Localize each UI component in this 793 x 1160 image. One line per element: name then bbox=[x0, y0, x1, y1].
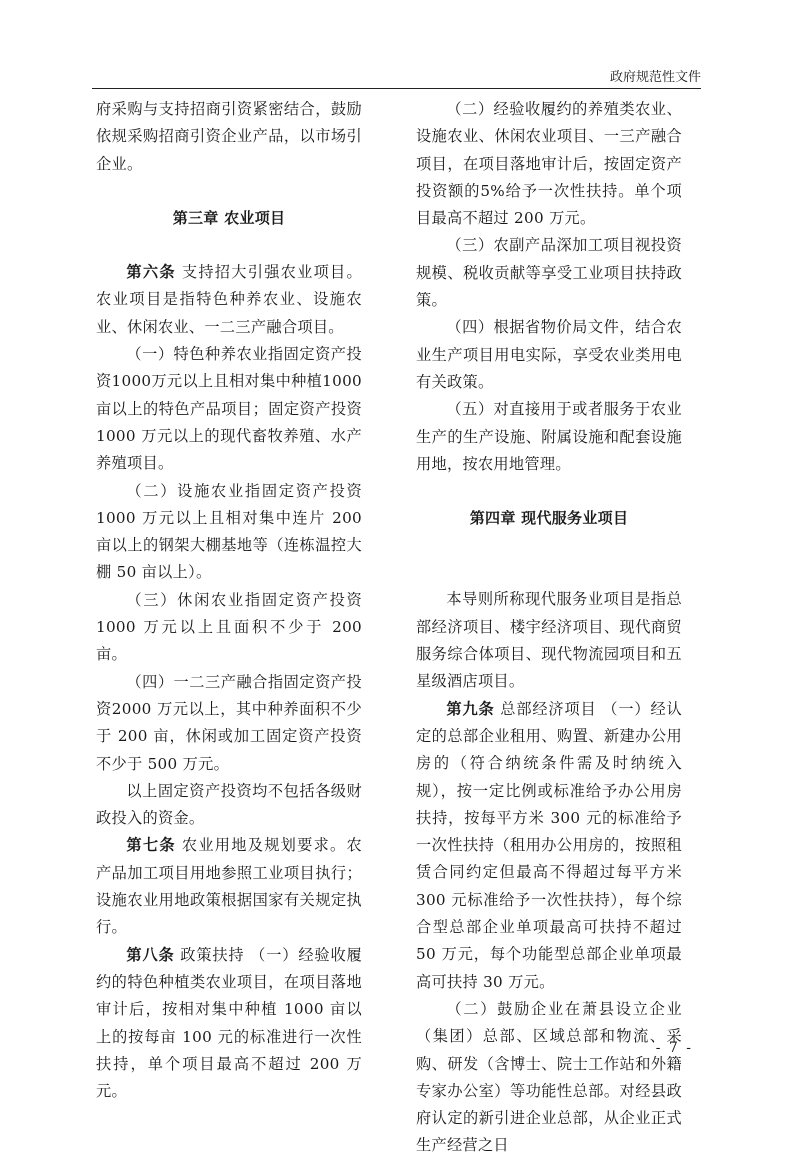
intro-paragraph: 府采购与支持招商引资紧密结合，鼓励依规采购招商引资企业产品，以市场引企业。 bbox=[96, 100, 362, 173]
right-column bbox=[416, 96, 682, 1160]
article-7-text: 农业用地及规划要求。农产品加工项目用地参照工业项目执行；设施农业用地政策根据国家有关规定执行。 bbox=[96, 836, 362, 937]
article-6-item-2: （二）设施农业指固定资产投资1000 万元以上且相对集中连片 200 亩以上的钢架大棚基地等（连栋温控大棚 50 亩以上）。 bbox=[96, 481, 362, 582]
chapter-4-intro: 本导则所称现代服务业项目是指总部经济项目、楼宇经济项目、现代商贸服务综合体项目、现代物流园项目和五星级酒店项目。 bbox=[416, 590, 682, 691]
article-9-item-2: （二）鼓励企业在萧县设立企业（集团）总部、区域总部和物流、采购、研发（含博士、院士工作站和外籍专家办公室）等功能性总部。对经县政府认定的新引进企业总部，从企业正式生产经营之日 bbox=[416, 999, 682, 1155]
page-number: - 7 - bbox=[655, 1040, 693, 1056]
article-6-note: 以上固定资产投资均不包括各级财政投入的资金。 bbox=[96, 781, 362, 828]
article-6-label: 第六条 bbox=[126, 263, 176, 282]
header-rule bbox=[92, 88, 701, 89]
article-6-item-4: （四）一二三产融合指固定资产投资2000 万元以上，其中种养面积不少于 200 亩，休闲或加工固定资产投资不少于 500 万元。 bbox=[96, 672, 362, 773]
chapter-4-title: 第四章 现代服务业项目 bbox=[469, 509, 629, 528]
article-6-item-1: （一）特色种养农业指固定资产投资1000万元以上且相对集中种植1000亩以上的特色产品项目；固定资产投资 1000 万元以上的现代畜牧养殖、水产养殖项目。 bbox=[96, 345, 362, 473]
article-9-text: 总部经济项目 （一）经认定的总部企业租用、购置、新建办公用房的（符合纳统条件需及时纳统入规），按一定比例或标准给予办公用房扶持，按每平方米 300 元的标准给予一次性扶持（租用办公用房的，按照租赁合同约定但最高不得超过每平方米 300 元标准给予一次性扶持），每个综合型总部企业单项最高可扶持不超过 50 万元，每个功能型总部企业单项最高可扶持 30 万元。 bbox=[416, 699, 682, 991]
article-9 bbox=[416, 696, 682, 996]
article-8-item-5: （五）对直接用于或者服务于农业生产的生产设施、附属设施和配套设施用地，按农用地管理。 bbox=[416, 400, 682, 473]
article-8-label: 第八条 bbox=[126, 945, 175, 964]
left-column bbox=[96, 96, 362, 1105]
article-7 bbox=[96, 832, 362, 941]
article-7-label: 第七条 bbox=[126, 836, 176, 855]
spacer bbox=[416, 559, 682, 586]
article-9-label: 第九条 bbox=[446, 699, 495, 718]
article-8-item-4: （四）根据省物价局文件，结合农业生产项目用电实际，享受农业类用电有关政策。 bbox=[416, 318, 682, 391]
article-8-text: 政策扶持 （一）经验收履约的特色种植类农业项目，在项目落地审计后，按相对集中种植 1000 亩以上的按每亩 100 元的标准进行一次性扶持，单个项目最高不超过 200 万元。 bbox=[96, 945, 362, 1101]
article-6-item-3: （三）休闲农业指固定资产投资1000 万元以上且面积不少于 200 亩。 bbox=[96, 590, 362, 664]
chapter-3-title: 第三章 农业项目 bbox=[172, 208, 286, 227]
article-6 bbox=[96, 259, 362, 341]
article-8 bbox=[96, 942, 362, 1106]
article-8-item-2: （二）经验收履约的养殖类农业、设施农业、休闲农业项目、一三产融合项目，在项目落地审计后，按固定资产投资额的5%给予一次性扶持。单个项目最高不超过 200 万元。 bbox=[416, 100, 682, 228]
article-8-item-3: （三）农副产品深加工项目视投资规模、税收贡献等享受工业项目扶持政策。 bbox=[416, 236, 682, 310]
document-header-label: 政府规范性文件 bbox=[609, 70, 701, 85]
article-6-text: 支持招大引强农业项目。农业项目是指特色种养农业、设施农业、休闲农业、一二三产融合项目。 bbox=[96, 263, 362, 336]
